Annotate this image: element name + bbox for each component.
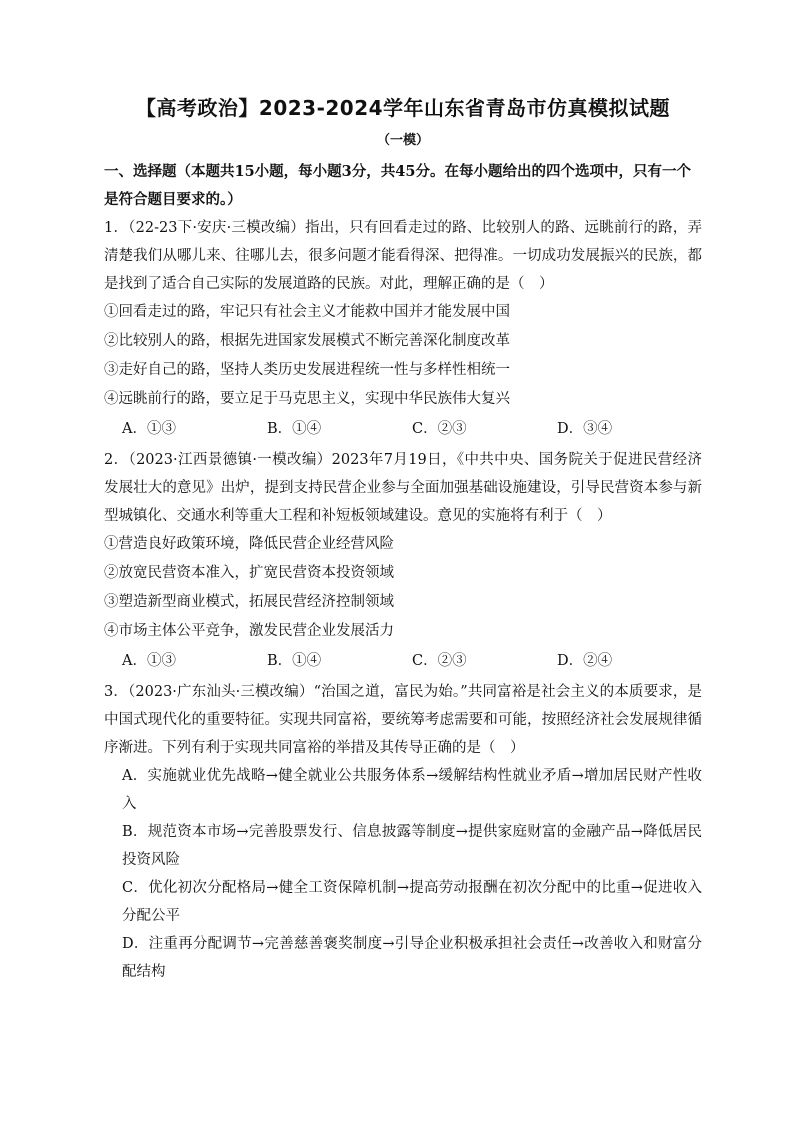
statement-item: ①回看走过的路，牢记只有社会主义才能救中国并才能发展中国 <box>104 304 510 320</box>
question-1 <box>104 214 702 444</box>
answer-choices <box>104 414 702 444</box>
page-title: 【高考政治】2023-2024学年山东省青岛市仿真模拟试题 <box>135 96 671 120</box>
answer-choices <box>104 646 702 676</box>
choice-a[interactable]: A．①③ <box>122 421 176 437</box>
question-stem: 1．（22-23下·安庆·三模改编）指出，只有回看走过的路、比较别人的路、远眺前行的路，弄清楚我们从哪儿来、往哪儿去，很多问题才能看得深、把得准。一切成功发展振兴的民族，都是找到了适合自己实际的发展道路的民族。对此，理解正确的是（ ） <box>104 220 702 292</box>
statement-item: ①营造良好政策环境，降低民营企业经营风险 <box>104 536 394 552</box>
choice-b[interactable]: B．规范资本市场→完善股票发行、信息披露等制度→提供家庭财富的金融产品→降低居民投资风险 <box>122 824 702 868</box>
statement-item: ②比较别人的路，根据先进国家发展模式不断完善深化制度改革 <box>104 333 510 349</box>
question-2 <box>104 446 702 676</box>
page-subtitle: （一模） <box>376 133 429 148</box>
choice-d[interactable]: D．③④ <box>557 421 613 437</box>
choice-b[interactable]: B．①④ <box>267 653 322 669</box>
section-heading: 一、选择题（本题共15小题，每小题3分，共45分。在每小题给出的四个选项中，只有一个是符合题目要求的。） <box>104 163 691 208</box>
choice-d[interactable]: D．注重再分配调节→完善慈善褒奖制度→引导企业积极承担社会责任→改善收入和财富分配结构 <box>122 936 702 980</box>
statement-item: ④市场主体公平竞争，激发民营企业发展活力 <box>104 623 394 639</box>
choice-c[interactable]: C．②③ <box>412 653 467 669</box>
statement-item: ②放宽民营资本准入，扩宽民营资本投资领域 <box>104 565 394 581</box>
question-3 <box>104 678 702 986</box>
choice-a[interactable]: A．①③ <box>122 653 176 669</box>
question-stem: 3．（2023·广东汕头·三模改编）“治国之道，富民为始。”共同富裕是社会主义的本质要求，是中国式现代化的重要特征。实现共同富裕，要统筹考虑需要和可能，按照经济社会发展规律循序渐进。下列有利于实现共同富裕的举措及其传导正确的是（ ） <box>104 684 702 756</box>
statement-item: ③走好自己的路，坚持人类历史发展进程统一性与多样性相统一 <box>104 362 510 378</box>
choice-d[interactable]: D．②④ <box>557 653 613 669</box>
statement-item: ③塑造新型商业模式，拓展民营经济控制领域 <box>104 594 394 610</box>
choice-a[interactable]: A．实施就业优先战略→健全就业公共服务体系→缓解结构性就业矛盾→增加居民财产性收入 <box>122 768 702 812</box>
choice-b[interactable]: B．①④ <box>267 421 322 437</box>
statement-item: ④远眺前行的路，要立足于马克思主义，实现中华民族伟大复兴 <box>104 391 510 407</box>
choice-c[interactable]: C．②③ <box>412 421 467 437</box>
question-stem: 2．（2023·江西景德镇·一模改编）2023年7月19日，《中共中央、国务院关于促进民营经济发展壮大的意见》出炉，提到支持民营企业参与全面加强基础设施建设，引导民营资本参与新型城镇化、交通水利等重大工程和补短板领域建设。意见的实施将有利于（ ） <box>104 452 702 524</box>
choice-c[interactable]: C．优化初次分配格局→健全工资保障机制→提高劳动报酬在初次分配中的比重→促进收入分配公平 <box>122 880 702 924</box>
